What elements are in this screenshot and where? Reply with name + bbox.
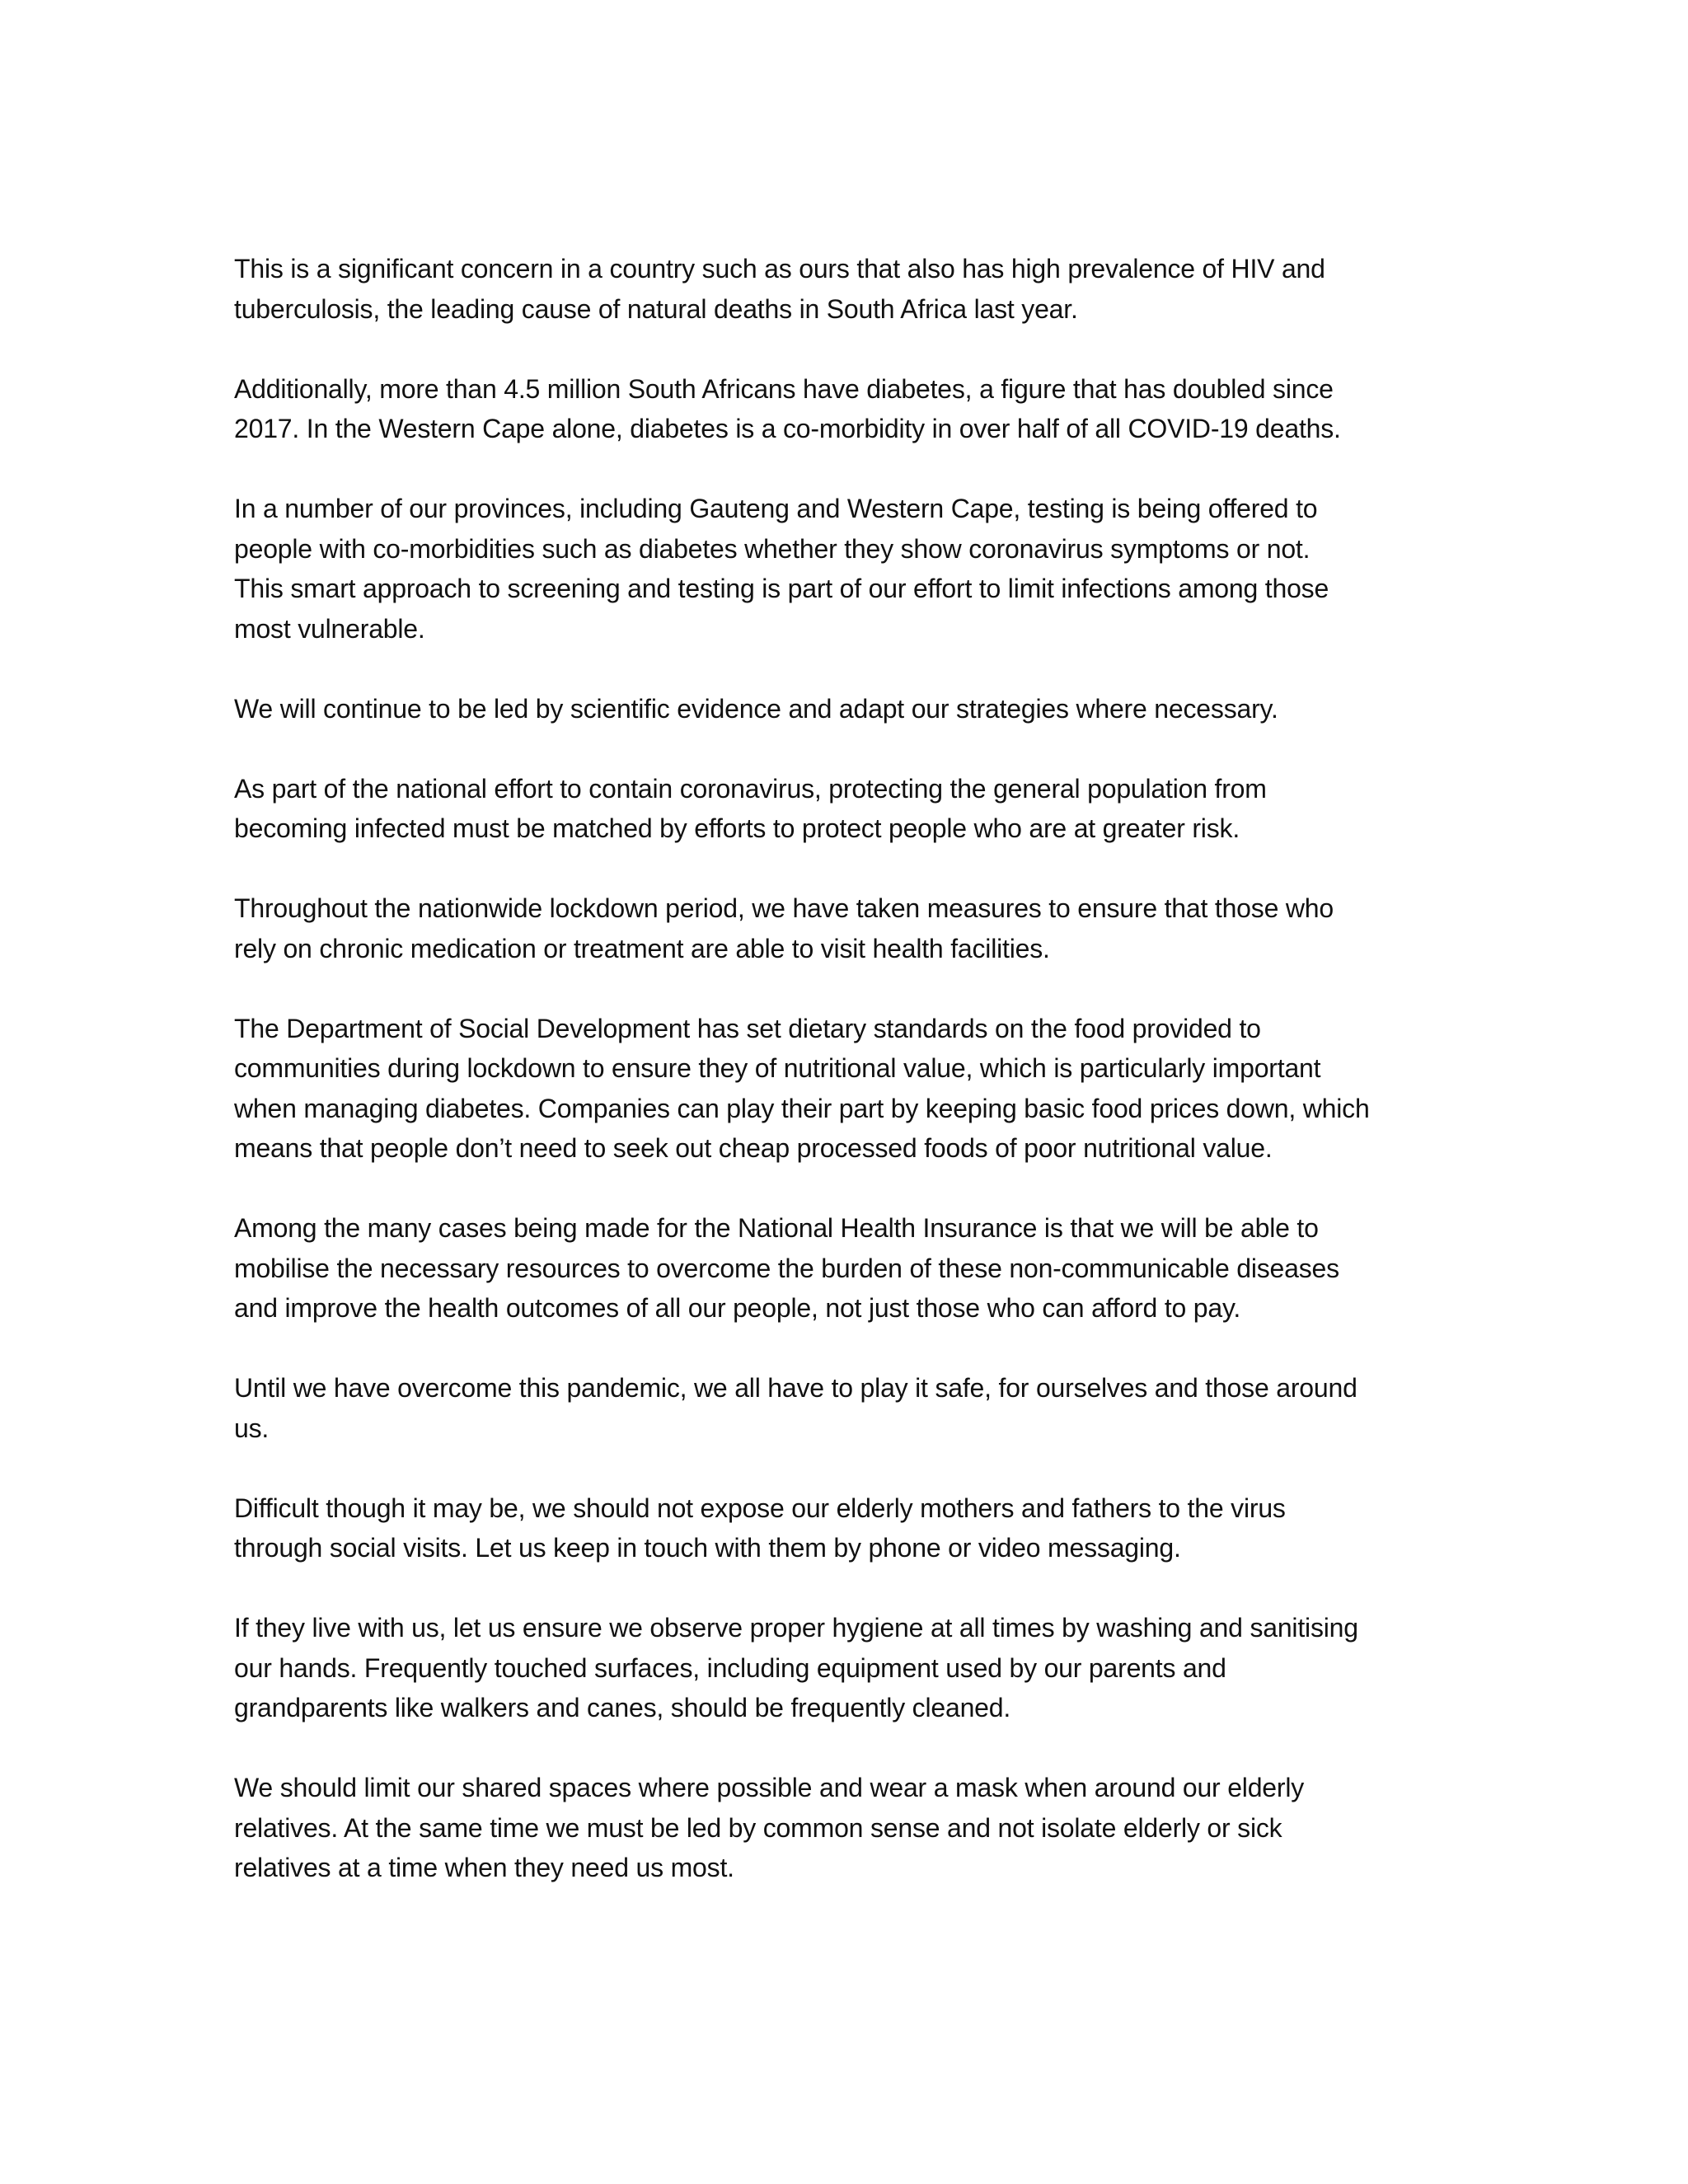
paragraph-national-effort — [234, 769, 1470, 849]
text-line: our hands. Frequently touched surfaces, including equipment used by our parents and — [234, 1652, 1226, 1683]
paragraph-elderly-visits — [234, 1488, 1470, 1568]
text-line: If they live with us, let us ensure we observe proper hygiene at all times by washing and sanitising — [234, 1613, 1358, 1643]
text-line: means that people don’t need to seek out cheap processed foods of poor nutritional value. — [234, 1133, 1273, 1163]
text-line: This smart approach to screening and testing is part of our effort to limit infections among those — [234, 574, 1329, 603]
paragraph-diabetes-figures — [234, 369, 1470, 449]
text-line: This is a significant concern in a country such as ours that also has high prevalence of HIV and — [234, 254, 1325, 284]
paragraph-chronic-medication — [234, 888, 1470, 968]
paragraph-spacer — [234, 729, 1470, 769]
text-line: Throughout the nationwide lockdown period, we have taken measures to ensure that those who — [234, 893, 1334, 923]
text-line: Additionally, more than 4.5 million South Africans have diabetes, a figure that has doubled since — [234, 373, 1334, 404]
paragraph-testing-comorbidities — [234, 489, 1470, 649]
paragraph-spacer — [234, 1169, 1470, 1209]
text-line: tuberculosis, the leading cause of natural deaths in South Africa last year. — [234, 293, 1078, 324]
text-line: us. — [234, 1413, 270, 1443]
text-line: In a number of our provinces, including Gauteng and Western Cape, testing is being offered to — [234, 494, 1318, 523]
text-line: Difficult though it may be, we should not expose our elderly mothers and fathers to the virus — [234, 1493, 1286, 1523]
paragraph-spacer — [234, 1568, 1470, 1609]
paragraph-spacer — [234, 849, 1470, 889]
text-line: communities during lockdown to ensure they of nutritional value, which is particularly important — [234, 1053, 1321, 1083]
text-line: Among the many cases being made for the National Health Insurance is that we will be able to — [234, 1213, 1319, 1243]
paragraph-spacer — [234, 1728, 1470, 1769]
text-line: becoming infected must be matched by efforts to protect people who are at greater risk. — [234, 813, 1240, 843]
text-line: people with co-morbidities such as diabetes whether they show coronavirus symptoms or not. — [234, 533, 1311, 564]
paragraph-play-it-safe — [234, 1368, 1470, 1448]
paragraph-dietary-standards — [234, 1009, 1470, 1169]
text-line: relatives at a time when they need us most. — [234, 1853, 734, 1882]
text-line: grandparents like walkers and canes, should be frequently cleaned. — [234, 1693, 1011, 1722]
text-line: As part of the national effort to contain coronavirus, protecting the general population from — [234, 773, 1267, 804]
paragraph-spacer — [234, 649, 1470, 689]
text-line: We should limit our shared spaces where possible and wear a mask when around our elderly — [234, 1773, 1305, 1802]
paragraph-hiv-tb-concern — [234, 249, 1470, 329]
paragraph-spacer — [234, 449, 1470, 490]
text-line: through social visits. Let us keep in touch with them by phone or video messaging. — [234, 1533, 1181, 1563]
text-line: most vulnerable. — [234, 613, 425, 644]
paragraph-spacer — [234, 1448, 1470, 1488]
paragraph-hygiene — [234, 1608, 1470, 1728]
text-line: We will continue to be led by scientific evidence and adapt our strategies where necessary. — [234, 693, 1278, 724]
text-line: 2017. In the Western Cape alone, diabetes is a co-morbidity in over half of all COVID-19 deaths. — [234, 414, 1341, 443]
text-line: relatives. At the same time we must be led by common sense and not isolate elderly or sick — [234, 1812, 1282, 1843]
paragraph-spacer — [234, 1329, 1470, 1369]
paragraph-spacer — [234, 329, 1470, 369]
paragraph-spacer — [234, 968, 1470, 1009]
text-line: when managing diabetes. Companies can play their part by keeping basic food prices down, which — [234, 1093, 1370, 1123]
text-line: Until we have overcome this pandemic, we all have to play it safe, for ourselves and those around — [234, 1373, 1357, 1403]
text-line: The Department of Social Development has set dietary standards on the food provided to — [234, 1013, 1261, 1043]
paragraph-shared-spaces — [234, 1768, 1470, 1888]
text-line: and improve the health outcomes of all our people, not just those who can afford to pay. — [234, 1293, 1241, 1323]
text-line: mobilise the necessary resources to overcome the burden of these non-communicable diseases — [234, 1253, 1339, 1283]
text-line: rely on chronic medication or treatment are able to visit health facilities. — [234, 933, 1050, 963]
paragraph-national-health-insurance — [234, 1208, 1470, 1329]
document-body — [234, 249, 1470, 1888]
paragraph-scientific-evidence — [234, 689, 1470, 729]
